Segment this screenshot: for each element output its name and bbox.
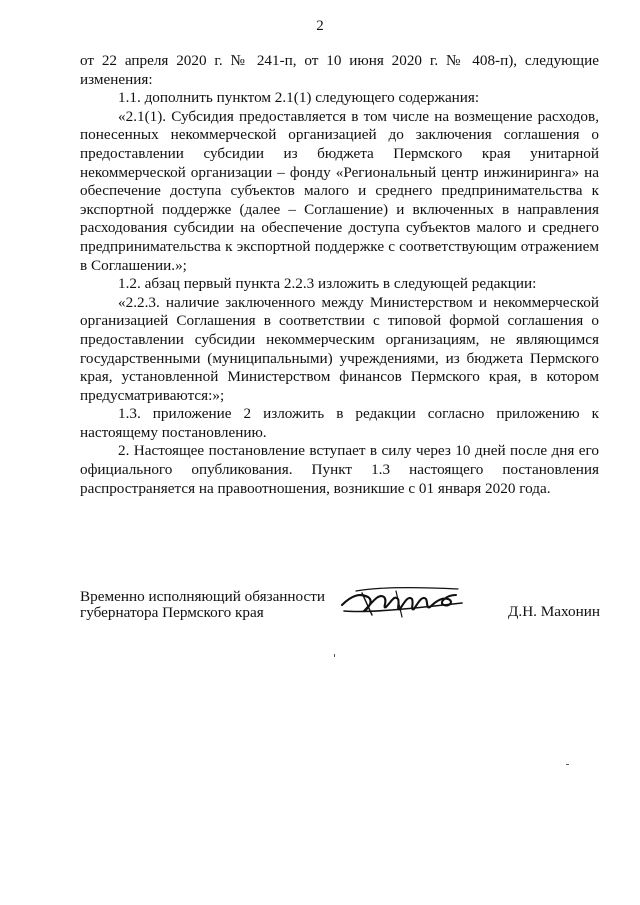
signatory-title-line-1: Временно исполняющий обязанности — [80, 588, 326, 605]
paragraph-item-1-3: 1.3. приложение 2 изложить в редакции согласно приложению к настоящему постановлению. — [80, 405, 599, 441]
paragraph-item-1-2: 1.2. абзац первый пункта 2.2.3 изложить в следующей редакции: — [118, 275, 537, 293]
handwritten-signature — [338, 583, 468, 623]
signature-block — [80, 589, 600, 629]
paragraph-clause-2-2-3: «2.2.3. наличие заключенного между Министерством и некоммерческой организацией Соглашения в соответствии с типовой формой соглашения о предоставлении субсидии некоммерческим организациям, не являющимся государственными (муниципальными) учреждениями, из бюджета Пермского края, установленной Министерством финансов Пермского края, в котором предусматриваются:»; — [80, 293, 599, 404]
paragraph-item-2: 2. Настоящее постановление вступает в силу через 10 дней после дня его официального опубликования. Пункт 1.3 настоящего постановления распространяется на правоотношения, возникшие с 01 января 2020 года. — [80, 442, 599, 497]
paragraph-clause-2-1-1: «2.1(1). Субсидия предоставляется в том числе на возмещение расходов, понесенных некоммерческой организацией до заключения соглашения о предоставлении субсидии из бюджета Пермского края унитарной некоммерческой организации – фонду «Региональный центр инжиниринга» на обеспечение доступа субъектов малого и среднего предпринимательства к экспортной поддержке (далее – Соглашение) и включенных в направления расходования субсидии на обеспечение доступа субъектов малого и среднего предпринимательства к экспортной поддержке с соответствующим отражением в Соглашении.»; — [80, 107, 599, 274]
document-body — [80, 52, 599, 498]
signatory-title-line-2: губернатора Пермского края — [80, 604, 264, 621]
paragraph-continuation: от 22 апреля 2020 г. № 241-п, от 10 июня 2020 г. № 408-п), следующие изменения: — [80, 52, 599, 88]
page-number: 2 — [316, 18, 324, 34]
signatory-name: Д.Н. Махонин — [508, 603, 600, 620]
signatory-title — [80, 589, 325, 621]
paragraph-item-1-1: 1.1. дополнить пунктом 2.1(1) следующего содержания: — [118, 89, 480, 107]
scan-speck — [334, 654, 335, 657]
scan-speck — [566, 764, 569, 765]
